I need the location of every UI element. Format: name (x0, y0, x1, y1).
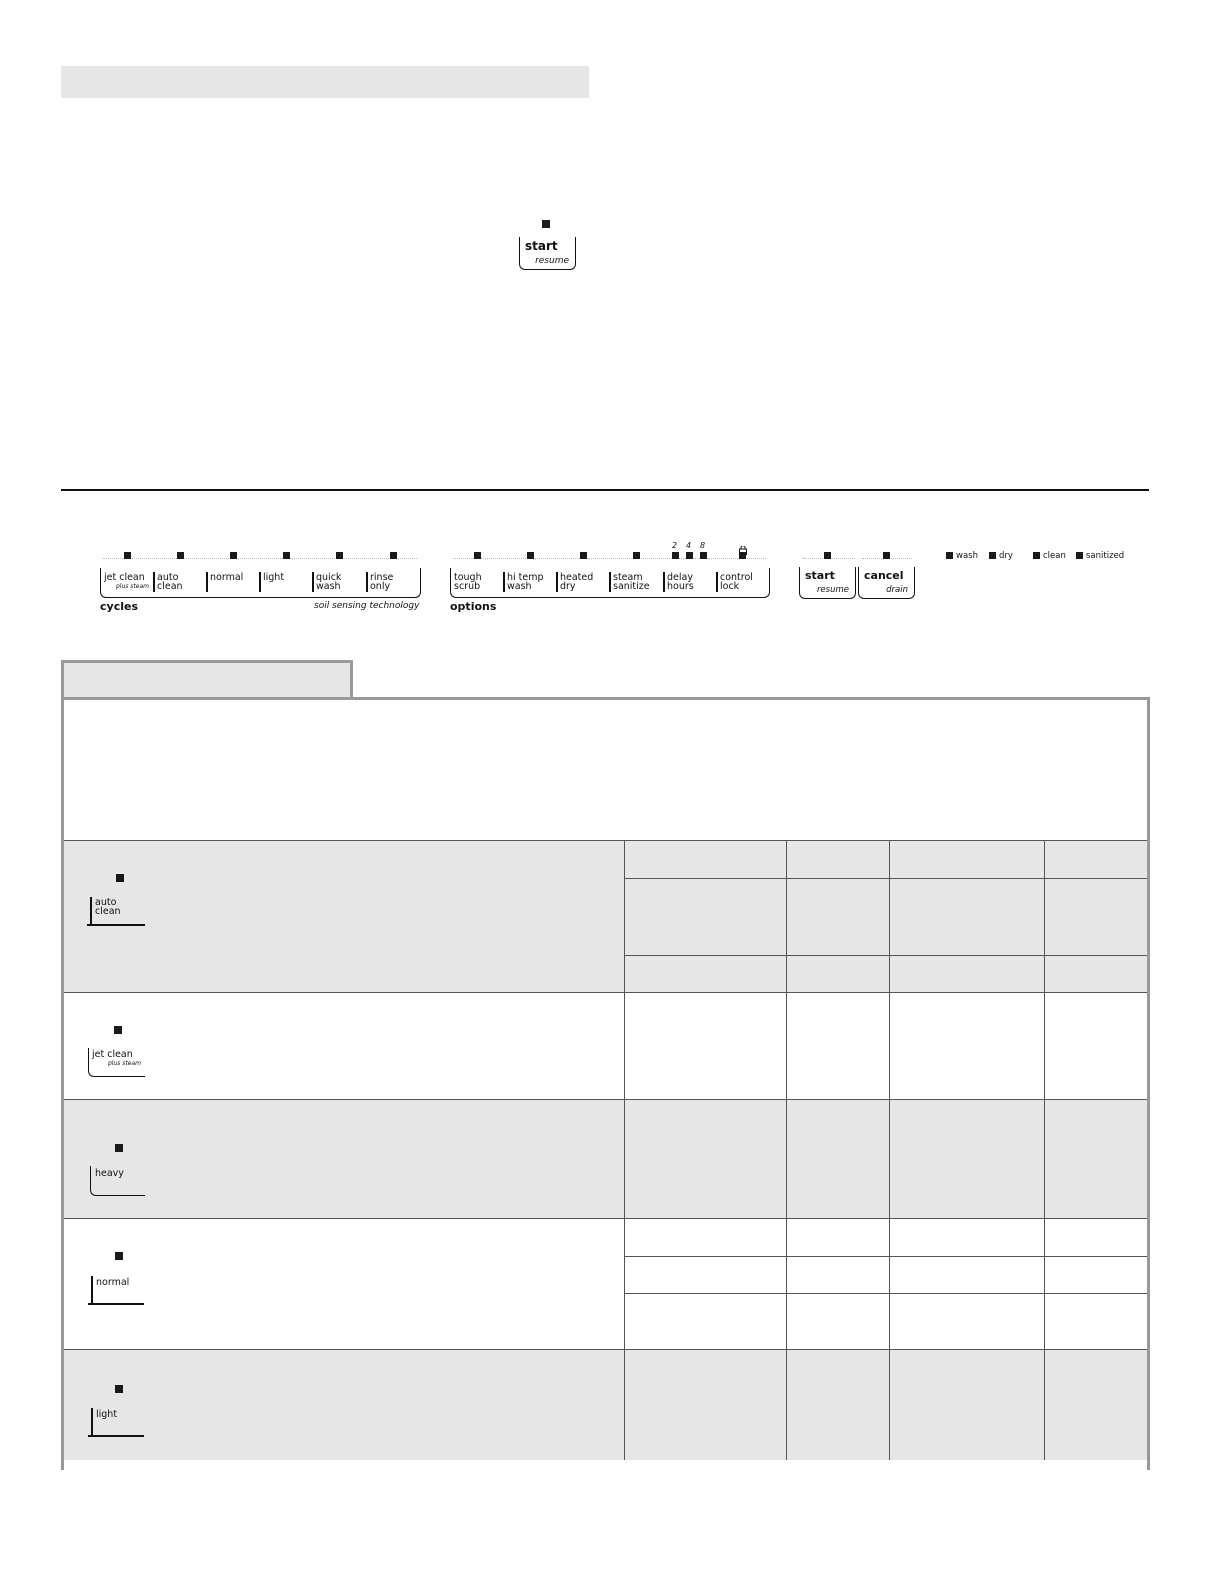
cycle-subname: plus steam (108, 1060, 142, 1067)
status-light (1033, 552, 1040, 559)
cycle-indicator-2 (177, 552, 184, 559)
cycle-subname: clean (95, 906, 121, 917)
cycle-divider (312, 572, 314, 592)
cycle-divider (366, 572, 368, 592)
cancel-label: cancel (864, 569, 904, 582)
cycle-indicator-6 (390, 552, 397, 559)
cycle-button-jet-clean[interactable] (104, 573, 149, 591)
option-label: tough (454, 572, 482, 583)
jet-clean-indicator (114, 1026, 122, 1034)
cycle-label: auto (157, 572, 179, 583)
option-sublabel: lock (720, 581, 740, 592)
drain-label: drain (886, 585, 908, 595)
option-divider (503, 572, 505, 592)
option-button-delay-hours[interactable] (667, 573, 694, 591)
cycle-button-auto-clean[interactable] (157, 573, 183, 591)
cycle-label: quick (316, 572, 342, 583)
status-label: dry (999, 551, 1013, 561)
delay-indicator-4 (686, 552, 693, 559)
lock-icon (739, 540, 746, 548)
status-clean (1033, 551, 1066, 561)
cycles-dotted-guide (103, 558, 417, 559)
cycle-button-normal[interactable] (210, 573, 243, 582)
delay-mark-2: 2 (672, 541, 678, 550)
option-label: hi temp (507, 572, 544, 583)
table-cycle-auto-clean (95, 898, 121, 916)
cycle-indicator-4 (283, 552, 290, 559)
callout-resume-label: resume (535, 256, 569, 266)
soil-sensing-tagline: soil sensing technology (314, 601, 420, 611)
option-sublabel: hours (667, 581, 694, 592)
row-rule (64, 840, 1147, 841)
control-panel (0, 0, 1225, 640)
cycle-sublabel: wash (316, 581, 341, 592)
cycles-section-label: cycles (100, 600, 138, 613)
status-light (946, 552, 953, 559)
cancel-drain-button[interactable] (858, 567, 915, 599)
row-bg-auto-clean (64, 841, 1147, 992)
row-rule (624, 1293, 1147, 1294)
cycle-label: light (263, 572, 285, 583)
start-label: start (805, 569, 835, 582)
option-button-heated-dry[interactable] (560, 573, 593, 591)
row-bg-heavy (64, 1100, 1147, 1218)
heavy-indicator (115, 1144, 123, 1152)
cycle-button-light[interactable] (263, 573, 284, 582)
cycle-indicator-5 (336, 552, 343, 559)
cycle-name: normal (96, 1277, 130, 1288)
column-rule (889, 840, 890, 1460)
resume-label: resume (816, 585, 849, 595)
options-section-label: options (450, 600, 497, 613)
cycle-bracket-tick (90, 897, 92, 925)
auto-clean-indicator (116, 874, 124, 882)
cycle-sublabel: clean (157, 581, 183, 592)
row-bg-light (64, 1350, 1147, 1460)
row-rule (64, 1099, 1147, 1100)
cycle-underline (88, 1435, 144, 1437)
table-tab (61, 660, 353, 700)
status-wash (946, 551, 978, 561)
cycle-underline (88, 1303, 144, 1305)
start-indicator (824, 552, 831, 559)
option-label: control (720, 572, 753, 583)
cycle-name: light (96, 1409, 118, 1420)
cycle-label: normal (210, 572, 244, 583)
row-rule (624, 955, 1147, 956)
table-cycle-light (96, 1410, 117, 1419)
status-label: clean (1043, 551, 1066, 561)
cycle-divider (153, 572, 155, 592)
option-sublabel: sanitize (613, 581, 650, 592)
table-cycle-jet-clean (92, 1050, 141, 1068)
status-label: wash (956, 551, 978, 561)
option-button-steam-sanitize[interactable] (613, 573, 650, 591)
option-divider (556, 572, 558, 592)
cycle-sublabel: plus steam (116, 583, 150, 590)
callout-start-label: start (525, 239, 558, 253)
delay-mark-8: 8 (700, 541, 706, 550)
light-indicator (115, 1385, 123, 1393)
delay-mark-4: 4 (686, 541, 692, 550)
table-cycle-normal (96, 1278, 129, 1287)
column-rule (624, 840, 625, 1460)
cycle-underline (87, 924, 145, 926)
option-indicator-2 (527, 552, 534, 559)
options-dotted-guide (453, 558, 766, 559)
option-indicator-1 (474, 552, 481, 559)
status-dry (989, 551, 1013, 561)
cycle-indicator-1 (124, 552, 131, 559)
option-label: heated (560, 572, 594, 583)
row-rule (64, 992, 1147, 993)
status-light (1076, 552, 1083, 559)
normal-indicator (115, 1252, 123, 1260)
option-button-tough-scrub[interactable] (454, 573, 482, 591)
option-sublabel: scrub (454, 581, 481, 592)
option-divider (663, 572, 665, 592)
cycle-name: heavy (95, 1168, 124, 1179)
option-label: delay (667, 572, 693, 583)
option-indicator-4 (633, 552, 640, 559)
cancel-indicator (883, 552, 890, 559)
cycle-indicator-3 (230, 552, 237, 559)
row-rule (624, 1256, 1147, 1257)
cycle-name: jet clean (92, 1049, 133, 1060)
delay-indicator-8 (700, 552, 707, 559)
cycle-name: auto (95, 897, 117, 908)
cycle-label: jet clean (104, 572, 145, 583)
cycle-sublabel: only (370, 581, 391, 592)
column-rule (786, 840, 787, 1460)
option-sublabel: wash (507, 581, 532, 592)
option-sublabel: dry (560, 581, 576, 592)
status-label: sanitized (1086, 551, 1125, 561)
delay-indicator-2 (672, 552, 679, 559)
row-rule (624, 878, 1147, 879)
cycle-label: rinse (370, 572, 394, 583)
option-divider (716, 572, 718, 592)
option-button-hi-temp-wash[interactable] (507, 573, 544, 591)
option-divider (609, 572, 611, 592)
column-rule (1044, 840, 1045, 1460)
row-rule (64, 1349, 1147, 1350)
status-light (989, 552, 996, 559)
option-indicator-3 (580, 552, 587, 559)
status-sanitized (1076, 551, 1124, 561)
row-rule (64, 1218, 1147, 1219)
option-button-control-lock[interactable] (720, 573, 753, 591)
cycle-divider (259, 572, 261, 592)
table-cycle-heavy (95, 1169, 124, 1178)
cycle-button-quick-wash[interactable] (316, 573, 341, 591)
option-label: steam (613, 572, 643, 583)
cycle-button-rinse-only[interactable] (370, 573, 393, 591)
cycle-bracket-tick (91, 1408, 93, 1436)
cycle-divider (206, 572, 208, 592)
start-resume-button[interactable] (799, 567, 856, 599)
cycle-bracket-tick (91, 1276, 93, 1304)
